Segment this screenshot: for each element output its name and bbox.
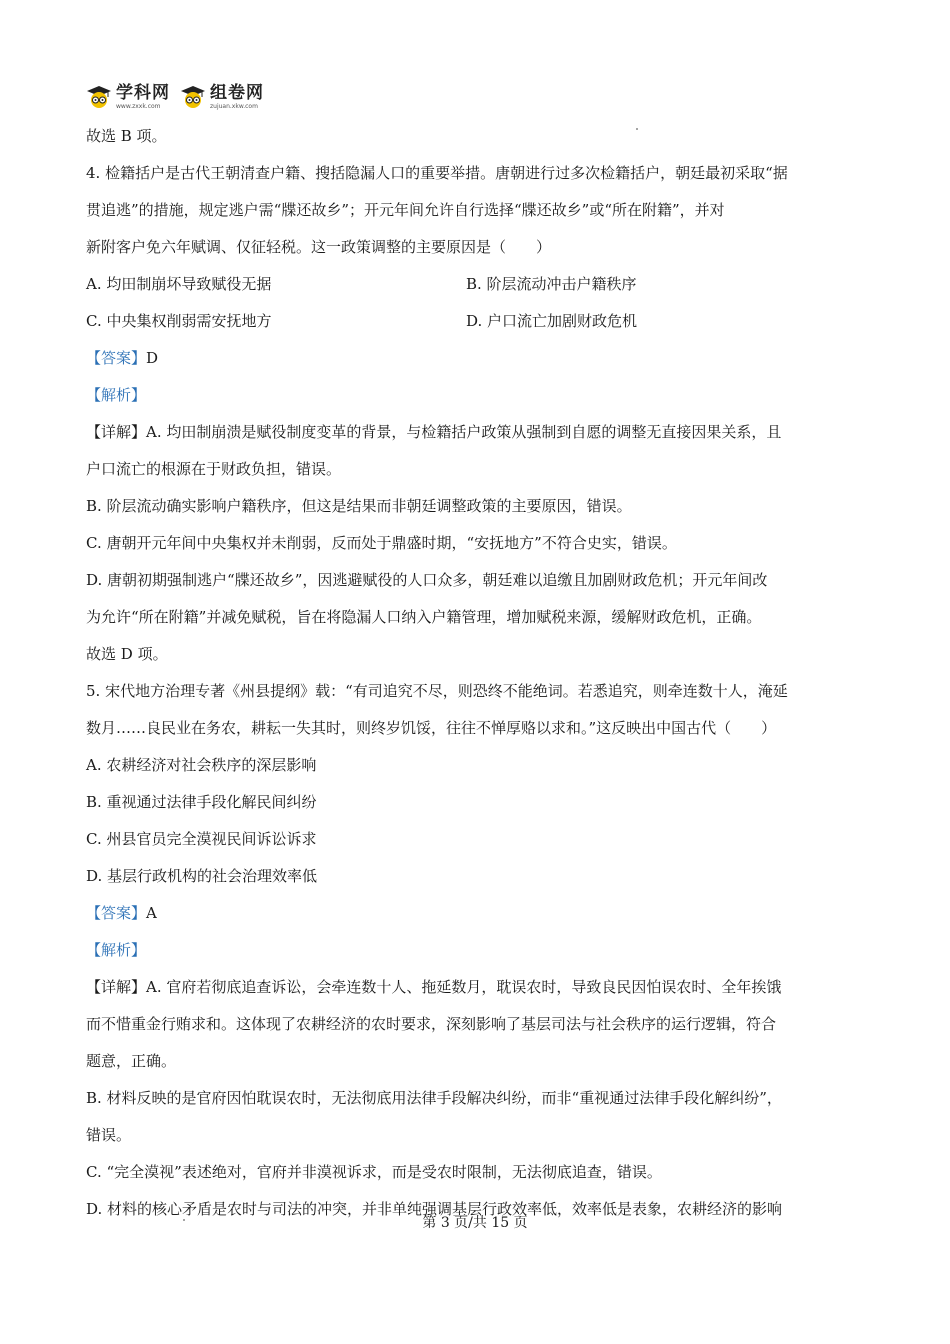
- q4-option-d: D. 户口流亡加剧财政危机: [466, 312, 638, 330]
- q4-option-a: A. 均田制崩坏导致赋役无据: [86, 275, 272, 293]
- q5-option-b: B. 重视通过法律手段化解民间纠纷: [86, 793, 317, 811]
- page-footer: 第 3 页/共 15 页: [422, 1215, 528, 1231]
- logo1-url: www.zxxk.com: [116, 102, 161, 110]
- q5-option-a: A. 农耕经济对社会秩序的深层影响: [86, 756, 317, 774]
- q5-detail-line: 而不惜重金行贿求和。这体现了农耕经济的农时要求，深刻影响了基层司法与社会秩序的运行逻辑，符合: [86, 1015, 777, 1033]
- q5-stem-line: 5. 宋代地方治理专著《州县提纲》载：“有司追究不尽，则恐终不能绝词。若悉追究，则牵连数十人，淹延: [86, 682, 788, 700]
- answer-value: A: [146, 904, 157, 922]
- q5-option-d: D. 基层行政机构的社会治理效率低: [86, 867, 318, 885]
- detail-label: 【详解】: [86, 423, 147, 441]
- detail-label: 【详解】: [86, 978, 147, 996]
- mascot-icon: [180, 85, 206, 109]
- q4-detail-line: D. 唐朝初期强制逃户“牒还故乡”，因逃避赋役的人口众多，朝廷难以追缴且加剧财政危机；开元年间改: [86, 571, 768, 589]
- q5-detail-line: B. 材料反映的是官府因怕耽误农时，无法彻底用法律手段解决纠纷，而非“重视通过法律手段化解纠纷”，: [86, 1089, 782, 1107]
- q5-analysis-label: 【解析】: [86, 941, 147, 959]
- answer-label: 【答案】: [86, 904, 147, 922]
- prev-conclusion: 故选 B 项。: [86, 127, 167, 145]
- logo-xuekewang: [86, 82, 170, 110]
- logo2-name: 组卷网: [210, 82, 264, 103]
- question-5: [86, 673, 852, 1228]
- answer-label: 【答案】: [86, 349, 147, 367]
- q5-option-c: C. 州县官员完全漠视民间诉讼诉求: [86, 830, 317, 848]
- question-4: [86, 155, 852, 673]
- q4-detail-line: C. 唐朝开元年间中央集权并未削弱，反而处于鼎盛时期，“安抚地方”不符合史实，错误。: [86, 534, 677, 552]
- q4-answer: [86, 340, 852, 377]
- q5-detail-line: C. “完全漠视”表述绝对，官府并非漠视诉求，而是受农时限制，无法彻底追查，错误。: [86, 1163, 662, 1181]
- q5-detail-line: D. 材料的核心矛盾是农时与司法的冲突，并非单纯强调基层行政效率低，效率低是表象，农耕经济的影响: [86, 1200, 783, 1218]
- q4-detail-line: 户口流亡的根源在于财政负担，错误。: [86, 460, 342, 478]
- q5-answer: [86, 895, 852, 932]
- header-logos: [86, 80, 264, 114]
- answer-value: D: [146, 349, 159, 367]
- q4-options-row: [86, 266, 852, 303]
- q4-stem-line: 4. 检籍括户是古代王朝清查户籍、搜括隐漏人口的重要举措。唐朝进行过多次检籍括户，朝廷最初采取“据: [86, 164, 788, 182]
- q4-detail-line: [86, 414, 852, 451]
- q4-detail-line: 故选 D 项。: [86, 645, 168, 663]
- q5-stem-line: 数月……良民业在务农，耕耘一失其时，则终岁饥馁，往往不惮厚赂以求和。”这反映出中国古代（ ）: [86, 719, 777, 737]
- q4-detail-line: 为允许“所在附籍”并减免赋税，旨在将隐漏人口纳入户籍管理，增加赋税来源，缓解财政危机，正确。: [86, 608, 762, 626]
- document-body: [86, 118, 852, 1228]
- q5-detail-line: 题意，正确。: [86, 1052, 177, 1070]
- q4-option-c: C. 中央集权削弱需安抚地方: [86, 312, 272, 330]
- logo2-url: zujuan.xkw.com: [210, 102, 258, 110]
- detail-text: A. 官府若彻底追查诉讼，会牵连数十人、拖延数月，耽误农时，导致良民因怕误农时、全年挨饿: [146, 978, 782, 996]
- q4-stem-line: 贯追逃”的措施，规定逃户需“牒还故乡”；开元年间允许自行选择“牒还故乡”或“所在附籍”，并对: [86, 201, 725, 219]
- logo1-name: 学科网: [116, 82, 170, 103]
- logo-zujuanwang: [180, 82, 264, 110]
- q4-analysis-label: 【解析】: [86, 386, 147, 404]
- mascot-icon: [86, 85, 112, 109]
- q5-detail-line: [86, 969, 852, 1006]
- q4-stem-line: 新附客户免六年赋调、仅征轻税。这一政策调整的主要原因是（ ）: [86, 238, 552, 256]
- q5-detail-line: 错误。: [86, 1126, 132, 1144]
- q4-options-row: [86, 303, 852, 340]
- q4-detail-line: B. 阶层流动确实影响户籍秩序，但这是结果而非朝廷调整政策的主要原因，错误。: [86, 497, 632, 515]
- detail-text: A. 均田制崩溃是赋役制度变革的背景，与检籍括户政策从强制到自愿的调整无直接因果关系，且: [146, 423, 782, 441]
- q4-option-b: B. 阶层流动冲击户籍秩序: [466, 275, 637, 293]
